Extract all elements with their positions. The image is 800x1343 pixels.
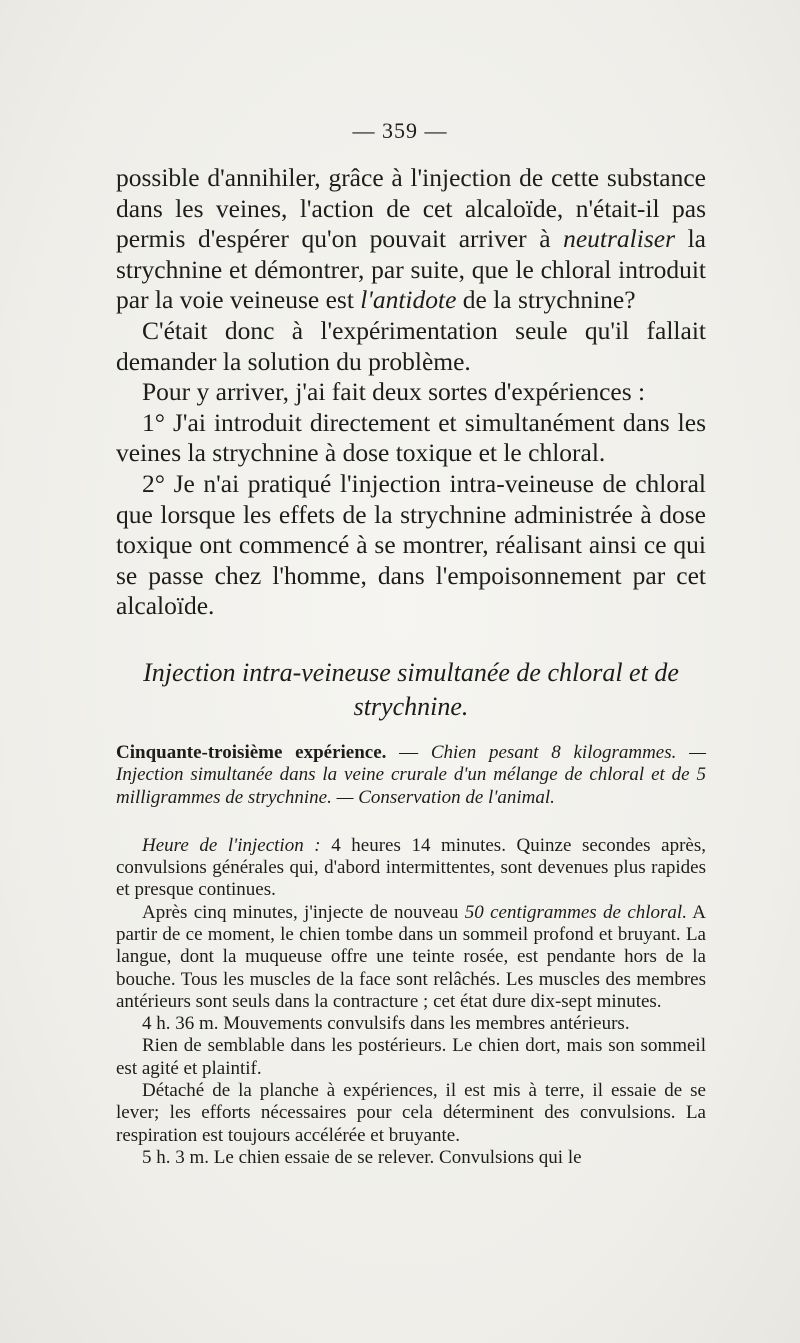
spacer — [116, 809, 706, 835]
obs-paragraph-6: 5 h. 3 m. Le chien essaie de se relever. Convulsions qui le — [142, 1146, 582, 1168]
paragraph-2: C'était donc à l'expérimentation seule qu'il fallait demander la solution du problème. — [116, 315, 706, 376]
text-span: A partir de ce moment, le chien tombe dans un sommeil profond et bruyant. La langue, dont la muqueuse offre une teinte rosée, est pendante hors de la bouche. Tous les muscles de la face sont relâchés. Les muscles des membres antérieurs sont seuls dans la contracture ; cet état dure dix-sept minutes. — [116, 901, 706, 1012]
text-span: 4 heures 14 minutes. Quinze secondes après, convulsions générales qui, d'abord intermittentes, sont devenues plus rapides et presque continues. — [116, 834, 706, 901]
italic-span: 50 centigrammes de chloral. — [464, 901, 687, 923]
obs-paragraph-3: 4 h. 36 m. Mouvements convulsifs dans les membres antérieurs. — [142, 1013, 630, 1035]
experiment-summary: Chien pesant 8 kilogrammes. — Injection simultanée dans la veine crurale d'un mélange de chloral et de 5 milligrammes de strychnine. — Conservation de l'animal. — [116, 741, 706, 808]
text-span: la strychnine et démontrer, par suite, que le chloral introduit par la voie veineuse est — [116, 224, 706, 315]
italic-span: l'antidote — [360, 285, 457, 315]
obs-paragraph-5: Détaché de la planche à expériences, il est mis à terre, il essaie de se lever; les efforts nécessaires pour cela déterminent des convulsions. La respiration est toujours accélérée et bruyante. — [116, 1080, 706, 1146]
text-span: Après cinq minutes, j'injecte de nouveau — [142, 901, 465, 923]
experiment-block — [116, 742, 706, 1169]
page-number: — 359 — — [352, 118, 448, 143]
obs-paragraph-1 — [116, 835, 706, 902]
experiment-title: Cinquante-troisième expérience. — [116, 741, 387, 763]
paragraph-3: Pour y arriver, j'ai fait deux sortes d'expériences : — [142, 377, 646, 407]
text-span: de la strychnine? — [456, 285, 636, 315]
paragraph-5: 2° Je n'ai pratiqué l'injection intra-veineuse de chloral que lorsque les effets de la strychnine administrée à dose toxique ont commencé à se montrer, réalisant ainsi ce qui se passe chez l'homme, dans l'empoisonnement par cet alcaloïde. — [116, 468, 706, 621]
obs-paragraph-2 — [116, 902, 706, 1013]
experiment-dash: — — [386, 741, 431, 763]
italic-span: Heure de l'injection : — [142, 834, 321, 856]
italic-span: neutraliser — [563, 224, 676, 254]
main-text — [116, 163, 706, 1169]
section-heading: Injection intra-veineuse simultanée de chloral et de strychnine. — [143, 657, 679, 721]
paragraph-4: 1° J'ai introduit directement et simultanément dans les veines la strychnine à dose toxique et le chloral. — [116, 407, 706, 468]
text-span: possible d'annihiler, grâce à l'injection de cette substance dans les veines, l'action de cet alcaloïde, n'était-il pas permis d'espérer qu'on pouvait arriver à — [116, 163, 706, 254]
paragraph-1 — [116, 163, 706, 316]
experiment-header — [116, 742, 706, 809]
obs-paragraph-4: Rien de semblable dans les postérieurs. Le chien dort, mais son sommeil est agité et plaintif. — [116, 1035, 706, 1079]
